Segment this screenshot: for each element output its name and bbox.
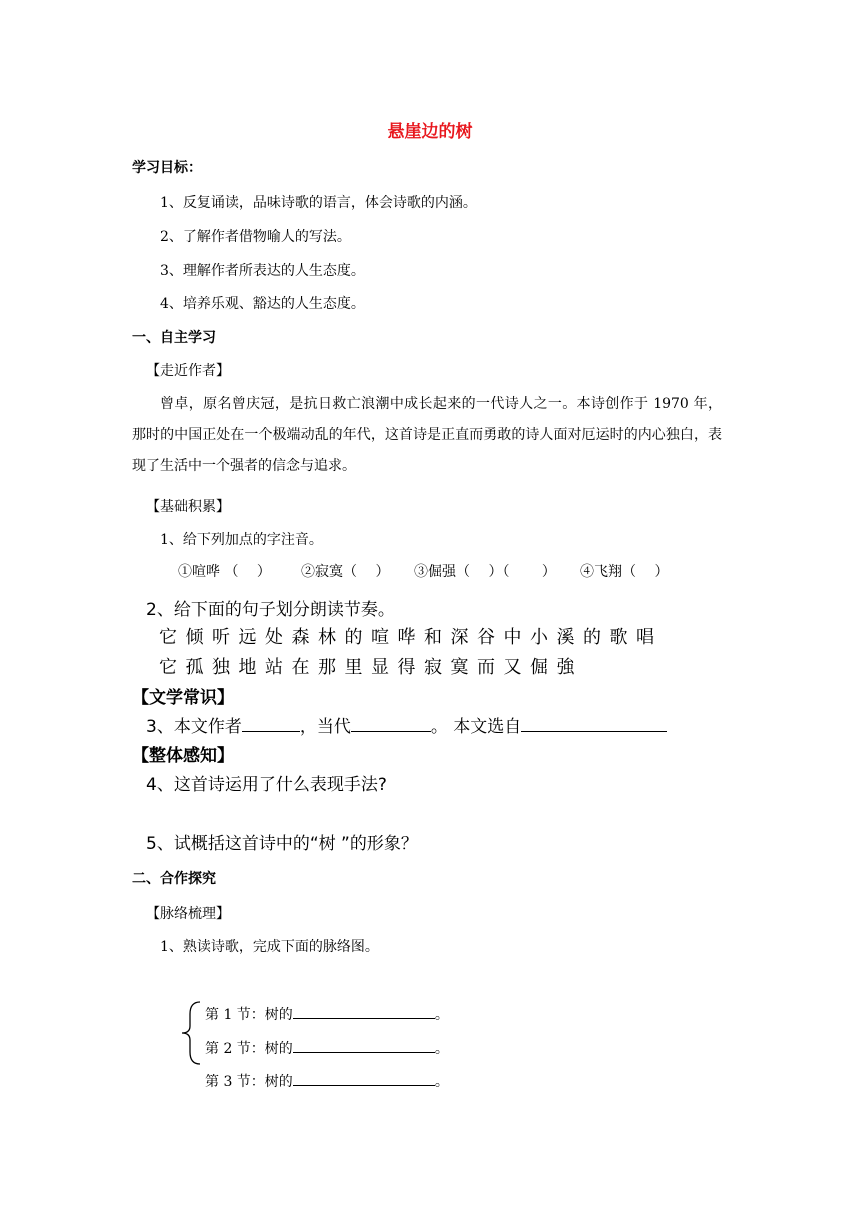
q3-author-label: 3、本文作者: [146, 717, 242, 737]
outline-blank[interactable]: [293, 1069, 435, 1086]
outline-node: [205, 1002, 449, 1024]
pinyin-item: ②寂寞（ ）: [301, 564, 390, 580]
literature-tag: 【文学常识】: [132, 688, 234, 708]
author-tag: 【走近作者】: [146, 363, 230, 379]
outline-blank[interactable]: [293, 1036, 435, 1053]
outline-node-label: 第 1 节：树的: [205, 1007, 293, 1023]
rhythm-line-2: 它孤独地站在那里显得寂寞而又倔強: [159, 657, 583, 678]
basics-tag: 【基础积累】: [146, 499, 230, 515]
outline-end-mark: 。: [434, 1007, 449, 1023]
outline-blank[interactable]: [293, 1002, 435, 1019]
q3-source-label: 。 本文选自: [430, 717, 522, 737]
q3-era-label: ，当代: [299, 717, 351, 737]
pinyin-item: ①喧哗 （ ）: [178, 564, 271, 580]
question-1: 1、给下列加点的字注音。: [160, 532, 323, 548]
objectives-heading: 学习目标：: [132, 160, 202, 176]
objective-item: 2、了解作者借物喻人的写法。: [160, 229, 351, 245]
objective-item: 1、反复诵读，品味诗歌的语言，体会诗歌的内涵。: [160, 195, 477, 211]
question-4: 4、这首诗运用了什么表现手法?: [146, 775, 387, 795]
outline-node: [205, 1036, 449, 1058]
brace-icon: [178, 1000, 202, 1066]
question-2: 2、给下面的句子划分朗读节奏。: [146, 600, 395, 620]
outline-node-label: 第 2 节：树的: [205, 1041, 293, 1057]
page-title: 悬崖边的树: [387, 122, 473, 142]
question-3: [146, 712, 667, 737]
outline-end-mark: 。: [434, 1041, 449, 1057]
pinyin-item: ③倔强（ ）（ ）: [414, 564, 556, 580]
rhythm-line-1: 它倾听远处森林的喧哗和深谷中小溪的歌唱: [159, 627, 663, 648]
section1-heading: 一、自主学习: [132, 330, 216, 346]
context-tag: 【脉络梳理】: [146, 906, 230, 922]
pinyin-item: ④飞翔（ ）: [580, 564, 669, 580]
author-paragraph: 曾卓，原名曾庆冠，是抗日救亡浪潮中成长起来的一代诗人之一。本诗创作于 1970 年，那时的中国正处在一个极端动乱的年代，这首诗是正直而勇敢的诗人面对厄运时的内心独白，表现了生活中一个强者的信念与追求。: [132, 396, 722, 474]
question-5: 5、试概括这首诗中的“树 ”的形象？: [146, 834, 418, 854]
outline-node: [205, 1069, 449, 1091]
author-blank[interactable]: [242, 715, 300, 732]
outline-node-label: 第 3 节：树的: [205, 1074, 293, 1090]
objective-item: 3、理解作者所表达的人生态度。: [160, 263, 365, 279]
section2-question-1: 1、熟读诗歌，完成下面的脉络图。: [160, 939, 379, 955]
section2-heading: 二、合作探究: [132, 871, 216, 887]
era-blank[interactable]: [351, 715, 431, 732]
outline-end-mark: 。: [434, 1074, 449, 1090]
objective-item: 4、培养乐观、豁达的人生态度。: [160, 296, 365, 312]
source-blank[interactable]: [521, 715, 667, 732]
overall-tag: 【整体感知】: [132, 746, 234, 766]
